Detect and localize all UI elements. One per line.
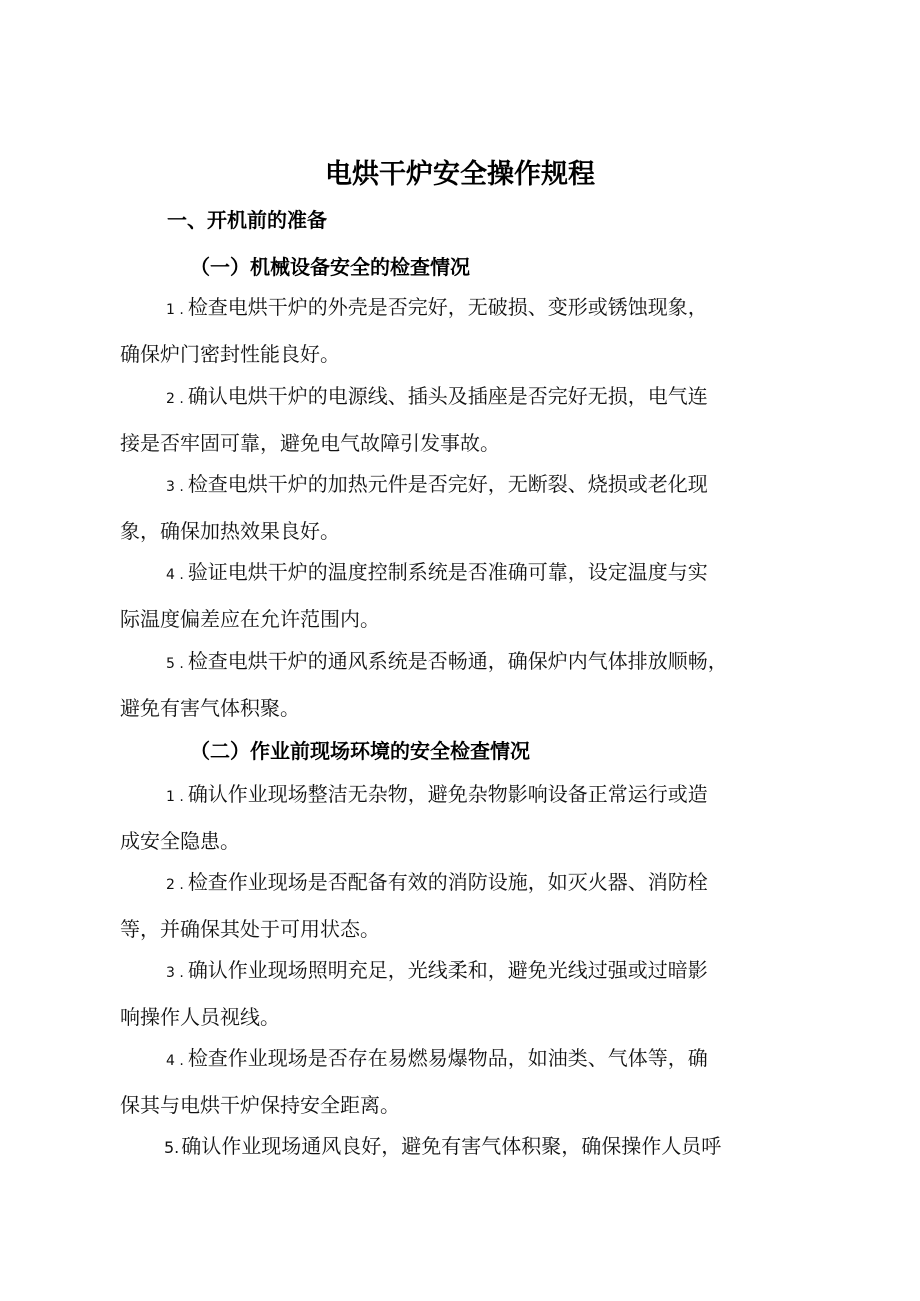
list-item xyxy=(120,860,810,951)
item-number: 3 . xyxy=(166,479,184,495)
item-number: 5 . xyxy=(166,656,184,672)
item-text-line2: 接是否牢固可靠，避免电气故障引发事故。 xyxy=(120,431,500,455)
item-text-line1: 确认电烘干炉的电源线、插头及插座是否完好无损，电气连 xyxy=(187,384,708,408)
list-item xyxy=(120,639,810,730)
list-item xyxy=(120,462,810,553)
item-text-line2: 避免有害气体积聚。 xyxy=(120,696,300,720)
list-item xyxy=(120,285,810,376)
list-item xyxy=(120,948,810,1039)
item-text-line1: 检查作业现场是否配备有效的消防设施，如灭火器、消防栓 xyxy=(187,870,708,894)
item-text-line1: 确认作业现场整洁无杂物，避免杂物影响设备正常运行或造 xyxy=(187,782,708,806)
item-number: 3 . xyxy=(166,965,184,981)
item-number: 5. xyxy=(164,1138,180,1157)
item-number: 2 . xyxy=(166,391,184,407)
item-text-line2: 际温度偏差应在允许范围内。 xyxy=(120,607,380,631)
document-title: 电烘干炉安全操作规程 xyxy=(325,159,595,190)
item-text-line2: 象，确保加热效果良好。 xyxy=(120,519,340,543)
item-text-line2: 保其与电烘干炉保持安全距离。 xyxy=(120,1093,400,1117)
list-item xyxy=(120,1036,810,1127)
item-text-line1: 检查作业现场是否存在易燃易爆物品，如油类、气体等，确 xyxy=(187,1046,708,1070)
subsection-heading-equipment-check: （一）机械设备安全的检查情况 xyxy=(190,255,470,279)
item-text-line1: 检查电烘干炉的加热元件是否完好，无断裂、烧损或老化现 xyxy=(187,472,708,496)
item-number: 4 . xyxy=(166,567,184,583)
list-item xyxy=(120,374,810,465)
item-text-line2: 确保炉门密封性能良好。 xyxy=(120,342,340,366)
list-item xyxy=(120,550,810,641)
section-heading-preparation: 一、开机前的准备 xyxy=(167,208,327,232)
item-text-line1: 确认作业现场通风良好，避免有害气体积聚，确保操作人员呼 xyxy=(181,1134,722,1158)
item-number: 2 . xyxy=(166,877,184,893)
item-number: 1 . xyxy=(166,302,184,318)
item-text-line2: 响操作人员视线。 xyxy=(120,1005,280,1029)
list-item xyxy=(120,772,810,863)
item-number: 1 . xyxy=(166,789,184,805)
item-text-line2: 等，并确保其处于可用状态。 xyxy=(120,917,380,941)
item-text-line1: 检查电烘干炉的通风系统是否畅通，确保炉内气体排放顺畅， xyxy=(187,649,728,673)
list-item xyxy=(120,1124,810,1170)
item-text-line1: 确认作业现场照明充足，光线柔和，避免光线过强或过暗影 xyxy=(187,958,708,982)
item-number: 4 . xyxy=(166,1053,184,1069)
item-text-line1: 验证电烘干炉的温度控制系统是否准确可靠，设定温度与实 xyxy=(187,560,708,584)
subsection-heading-site-environment-check: （二）作业前现场环境的安全检查情况 xyxy=(190,739,530,763)
item-text-line2: 成安全隐患。 xyxy=(120,829,240,853)
item-text-line1: 检查电烘干炉的外壳是否完好，无破损、变形或锈蚀现象， xyxy=(187,295,708,319)
